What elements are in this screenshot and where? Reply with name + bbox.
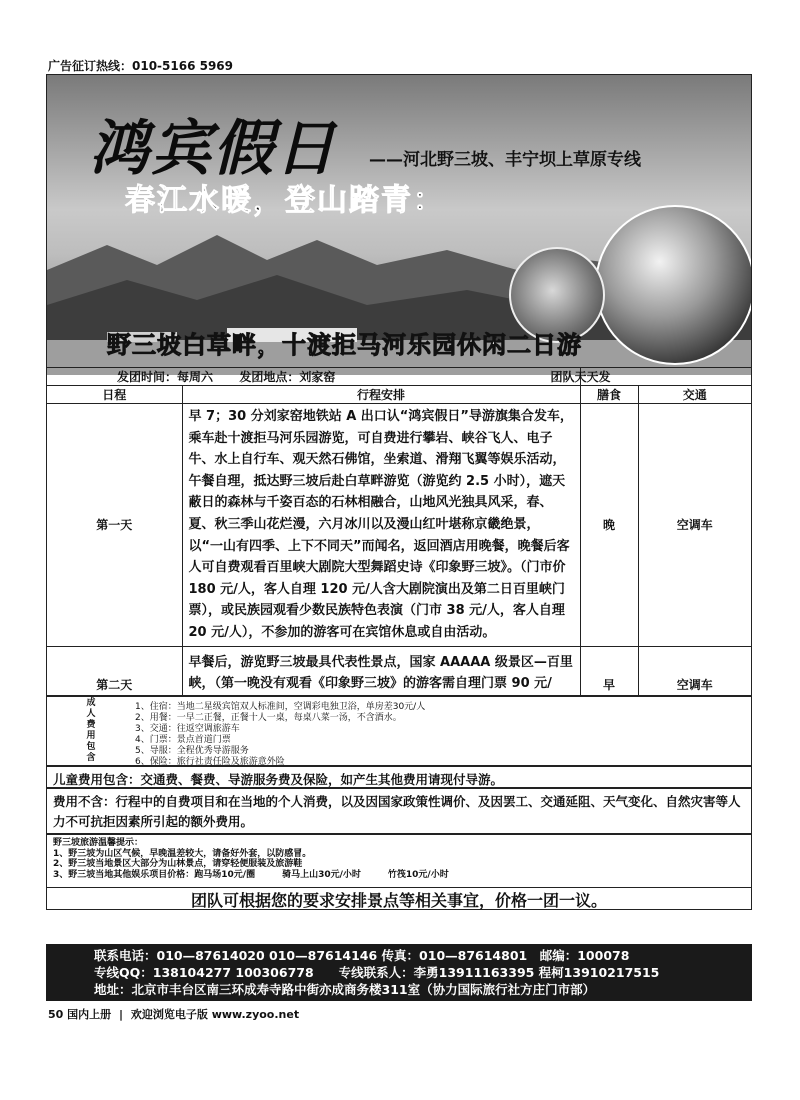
contact-bar [46, 944, 752, 1001]
website-link[interactable]: www.zyoo.net [211, 1008, 300, 1021]
page-number: 50 [48, 1008, 64, 1021]
tour-title: 野三坡白草畔，十渡拒马河乐园休闲二日游 [107, 331, 582, 359]
travel-tips [46, 834, 752, 888]
list-item: 5、导服：全程优秀导游服务 [135, 746, 249, 756]
header-meal: 膳食 [580, 386, 638, 404]
fee-includes [46, 696, 752, 766]
list-item: 2、野三坡当地景区大部分为山林景点，请穿轻便服装及旅游鞋 [53, 859, 303, 869]
includes-label: 成 人 费 用 包 含 [86, 698, 96, 763]
list-item: 1、住宿：当地二星级宾馆双人标准间，空调彩电独卫浴，单房差30元/人 [135, 702, 426, 712]
list-item: 4、门票：景点首道门票 [135, 735, 231, 745]
river-photo [595, 205, 751, 365]
day-transport: 空调车 [638, 646, 751, 696]
brand-subtitle: ——河北野三坡、丰宁坝上草原专线 [369, 150, 641, 170]
list-item: 3、野三坡当地其他娱乐项目价格：跑马场10元/圈 骑马上山30元/小时 竹筏10元/小时 [53, 869, 449, 880]
itinerary-table [47, 367, 751, 696]
promo-text: 欢迎浏览电子版 [130, 1008, 208, 1021]
tips-title: 野三坡旅游温馨提示： [53, 838, 144, 848]
departure-place: 发团地点：刘家窑 [239, 370, 336, 384]
header-transport: 交通 [638, 386, 751, 404]
section-name: 国内上册 [67, 1008, 112, 1021]
list-item: 1、野三坡为山区气候，早晚温差较大，请备好外套，以防感冒。 [53, 848, 312, 859]
day-meal: 早 [580, 646, 638, 696]
day-plan: 早 7；30 分刘家窑地铁站 A 出口认“鸿宾假日”导游旗集合发车，乘车赴十渡拒马河乐园游览，可自费进行攀岩、峡谷飞人、电子牛、水上自行车、观天然石佛馆，坐索道、滑翔飞翼等娱乐活动，午餐自理，抵达野三坡后赴白草畔游览（游览约 2.5 小时），遮天蔽日的森林与千姿百态的石林相融合，山地风光独具风采，春、夏、秋三季山花烂漫，六月冰川以及漫山红叶堪称京畿绝景，以“一山有四季、上下不同天”而闻名，返回酒店用晚餐，晚餐后客人可自费观看百里峡大剧院大型舞蹈史诗《印象野三坡》。（门市价 180 元/人，客人自理 120 元/人含大剧院演出及第二日百里峡门票），或民族园观看少数民族特色表演（门市 38 元/人，客人自理 20 元/人），不参加的游客可在宾馆休息或自由活动。 [182, 404, 580, 647]
page-footer: 50 国内上册 | 欢迎浏览电子版 www.zyoo.net [48, 1008, 300, 1021]
contact-phone: 联系电话：010—87614020 010—87614146 传真：010—87614801 邮编：100078 [94, 948, 630, 963]
contact-address: 地址：北京市丰台区南三环成寿寺路中街亦成商务楼311室（协力国际旅行社方庄门市部） [94, 982, 596, 997]
day-label: 第二天 [47, 646, 182, 696]
ad-hotline: 广告征订热线：010-5166 5969 [48, 59, 234, 73]
departure-time: 发团时间：每周六 [117, 370, 214, 384]
table-header [47, 386, 751, 404]
contact-qq: 专线QQ：138104277 100306778 专线联系人：李勇13911163395 程柯13910217515 [94, 965, 660, 980]
daily-departure: 团队天天发 [550, 370, 611, 384]
brand-logo: 鸿宾假日 [89, 114, 337, 184]
table-row [47, 404, 751, 647]
table-row [47, 646, 751, 696]
custom-arrangement-note: 团队可根据您的要求安排景点等相关事宜，价格一团一议。 [46, 888, 752, 910]
departure-info-row [47, 368, 751, 386]
day-transport: 空调车 [638, 404, 751, 647]
header-plan: 行程安排 [182, 386, 580, 404]
day-label: 第一天 [47, 404, 182, 647]
day-meal: 晚 [580, 404, 638, 647]
includes-list [135, 697, 425, 765]
slogan: 春江水暖，登山踏青： [125, 183, 445, 218]
header-banner [47, 75, 751, 375]
day-plan: 早餐后，游览野三坡最具代表性景点，国家 AAAAA 级景区—百里峡，（第一晚没有观看《印象野三坡》的游客需自理门票 90 元/ [182, 646, 580, 696]
fee-excludes: 费用不含：行程中的自费项目和在当地的个人消费，以及因国家政策性调价、及因罢工、交通延阻、天气变化、自然灾害等人力不可抗拒因素所引起的额外费用。 [46, 788, 752, 834]
list-item: 2、用餐：一早二正餐，正餐十人一桌，每桌八菜一汤，不含酒水。 [135, 713, 402, 723]
ad-frame [46, 74, 752, 696]
header-day: 日程 [47, 386, 182, 404]
kids-fee-includes: 儿童费用包含：交通费、餐费、导游服务费及保险，如产生其他费用请现付导游。 [46, 766, 752, 788]
list-item: 3、交通：往返空调旅游车 [135, 724, 240, 734]
list-item: 6、保险：旅行社责任险及旅游意外险 [135, 757, 285, 767]
